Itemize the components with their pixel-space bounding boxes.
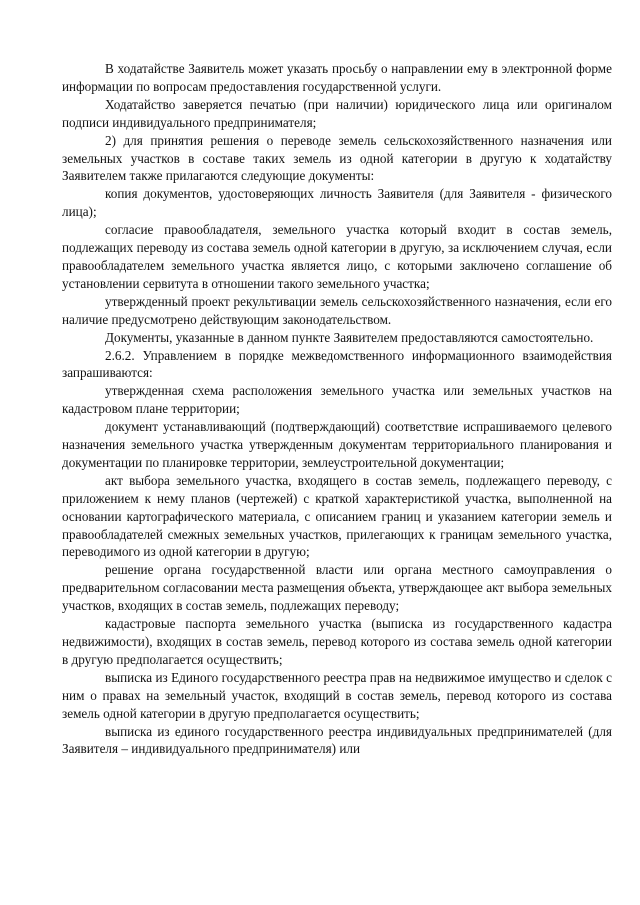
document-page <box>62 60 612 758</box>
paragraph-electronic-request: В ходатайстве Заявитель может указать просьбу о направлении ему в электронной форме информации по вопросам предоставления государственной услуги. <box>62 61 612 94</box>
paragraph-selection-act: акт выбора земельного участка, входящего в состав земель, подлежащего переводу, с приложением к нему планов (чертежей) с краткой характеристикой участка, выполненной на основании картографического материала, с описанием границ и указанием категории земель и правообладателей смежных земельных участков, прилегающих к границам земельного участка, переводимого из одной категории в другую; <box>62 472 612 560</box>
paragraph-section-2-6-2: 2.6.2. Управлением в порядке межведомственного информационного взаимодействия запрашиваются: <box>62 347 612 381</box>
paragraph-seal-certification: Ходатайство заверяется печатью (при наличии) юридического лица или оригиналом подписи индивидуального предпринимателя; <box>62 96 612 130</box>
paragraph-entrepreneurs-extract: выписка из единого государственного реестра индивидуальных предпринимателей (для Заявителя – индивидуального предпринимателя) или <box>62 723 612 757</box>
paragraph-registry-extract: выписка из Единого государственного реестра прав на недвижимое имущество и сделок с ним о правах на земельный участок, входящий в состав земель, перевод которого из состава земель одной категории в другую предполагается осуществить; <box>62 669 612 721</box>
paragraph-layout-scheme: утвержденная схема расположения земельного участка или земельных участков на кадастровом плане территории; <box>62 383 612 417</box>
paragraph-owner-consent: согласие правообладателя, земельного участка который входит в состав земель, подлежащих переводу из состава земель одной категории в другую, за исключением случая, если правообладателем земельного участка является лицо, с которыми заключено соглашение об установлении сервитута в отношении такого земельного участка; <box>62 222 612 291</box>
paragraph-land-transfer-documents: 2) для принятия решения о переводе земель сельскохозяйственного назначения или земельных участков в составе таких земель из одной категории в другую к ходатайству Заявителем также прилагаются следующие документы: <box>62 132 612 184</box>
paragraph-recultivation-project: утвержденный проект рекультивации земель сельскохозяйственного назначения, если его наличие предусмотрено действующим законодательством. <box>62 293 612 327</box>
paragraph-identity-copy: копия документов, удостоверяющих личность Заявителя (для Заявителя - физического лица); <box>62 186 612 220</box>
paragraph-cadastral-passports: кадастровые паспорта земельного участка (выписка из государственного кадастра недвижимости), входящих в состав земель, перевод которого из состава земель одной категории в другую предполагается осуществить; <box>62 616 612 667</box>
paragraph-purpose-document: документ устанавливающий (подтверждающий) соответствие испрашиваемого целевого назначения земельного участка утвержденным документам территориального планирования и документации по планировке территории, землеустроительной документации; <box>62 419 612 470</box>
paragraph-self-provided: Документы, указанные в данном пункте Заявителем предоставляются самостоятельно. <box>105 329 594 345</box>
paragraph-authority-decision: решение органа государственной власти или органа местного самоуправления о предварительном согласовании места размещения объекта, утверждающее акт выбора земельных участков, входящих в состав земель, подлежащих переводу; <box>62 562 612 614</box>
